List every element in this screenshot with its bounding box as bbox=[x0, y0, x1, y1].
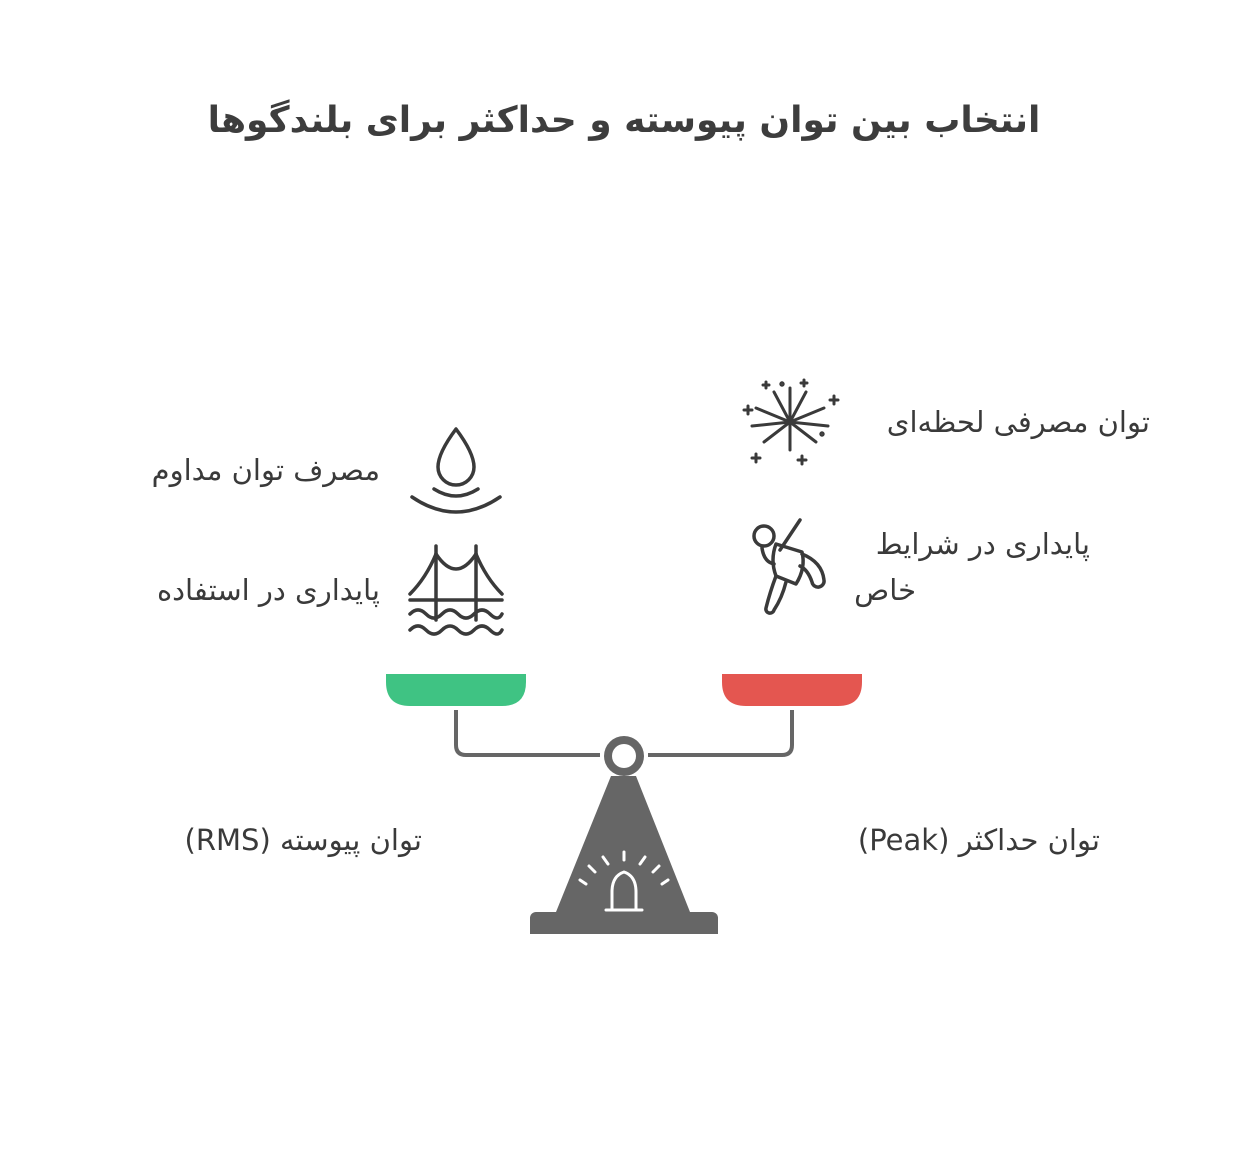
right-item-1-text: توان مصرفی لحظه‌ای bbox=[886, 405, 1150, 439]
stand bbox=[556, 776, 690, 912]
water-drop-icon bbox=[408, 425, 504, 517]
right-item-2-line1: پایداری در شرایط bbox=[875, 527, 1090, 561]
right-beam bbox=[648, 710, 792, 755]
fireworks-icon bbox=[742, 378, 842, 468]
climber-icon bbox=[750, 518, 832, 614]
diagram-title: انتخاب بین توان پیوسته و حداکثر برای بلندگوها bbox=[207, 100, 1041, 141]
right-item-2-line2: خاص bbox=[854, 573, 916, 607]
bridge-icon bbox=[408, 542, 506, 640]
left-item-1-text: مصرف توان مداوم bbox=[151, 453, 380, 487]
left-pan bbox=[386, 674, 526, 706]
right-side-label: توان حداکثر (Peak) bbox=[857, 823, 1100, 857]
left-item-2-text: پایداری در استفاده bbox=[156, 573, 380, 607]
left-beam bbox=[456, 710, 600, 755]
left-side-label: توان پیوسته (RMS) bbox=[184, 823, 422, 857]
right-pan bbox=[722, 674, 862, 706]
